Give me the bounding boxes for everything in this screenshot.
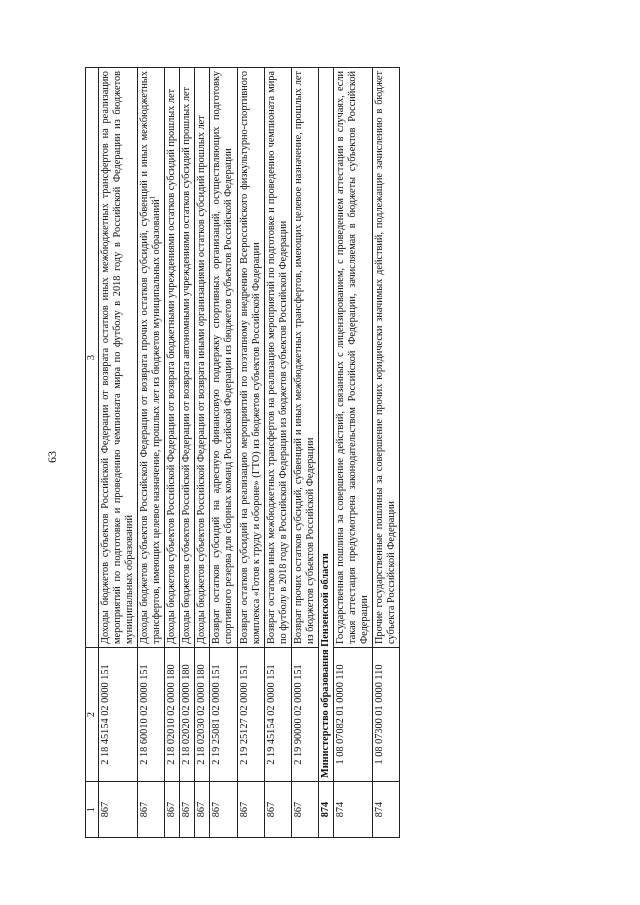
admin-code-cell: 874: [372, 782, 399, 838]
revenue-description-text: Возврат остатков иных межбюджетных трансфертов на реализацию мероприятий по подготовке и проведению чемпионата мира по футболу в 2018 году в Российской Федерации из бюджетов субъектов Российской Федерации: [265, 71, 289, 644]
budget-classification-code-cell: 2 19 90000 02 0000 151: [291, 648, 318, 782]
revenue-description-text: Доходы бюджетов субъектов Российской Федерации от возврата бюджетными учреждениями остатков субсидий прошлых лет: [166, 88, 178, 644]
admin-code-cell: 867: [99, 782, 138, 838]
revenue-description-cell: [264, 68, 291, 648]
rotated-table-container: [85, 68, 563, 838]
admin-code-cell: 867: [138, 782, 165, 838]
revenue-description-cell: [291, 68, 318, 648]
revenue-description-text: Возврат остатков субсидий на реализацию мероприятий по поэтапному внедрению Всероссийского физкультурно-спортивного комплекса «Готов к труду и обороне» (ГТО) из бюджетов субъектов Российской Федерации: [238, 71, 262, 644]
table-row: [99, 68, 138, 838]
revenue-description-cell: [372, 68, 399, 648]
budget-classification-code-cell: 1 08 07300 01 0000 110: [372, 648, 399, 782]
revenue-description-cell: [99, 68, 138, 648]
page-number: 63: [45, 451, 59, 463]
revenue-description-cell: [195, 68, 210, 648]
table-row: [210, 68, 237, 838]
section-header-row: [318, 68, 333, 838]
table-row: [291, 68, 318, 838]
table-row: [333, 68, 372, 838]
admin-code-cell: 867: [264, 782, 291, 838]
admin-code-cell: 867: [237, 782, 264, 838]
header-col-3: 3: [86, 68, 99, 648]
header-col-1: 1: [86, 782, 99, 838]
revenue-description-text: Доходы бюджетов субъектов Российской Федерации от возврата прочих остатков субсидий, субвенций и иных межбюджетных трансфертов, имеющих целевое назначение, прошлых лет из бюджетов муниципальных образований: [139, 71, 163, 644]
budget-classification-code-cell: 2 18 02030 02 0000 180: [195, 648, 210, 782]
admin-code-cell: 874: [318, 782, 333, 838]
budget-classification-code-cell: 2 18 02020 02 0000 180: [180, 648, 195, 782]
revenue-description-text: Возврат прочих остатков субсидий, субвенций и иных межбюджетных трансфертов, имеющих целевое назначение, прошлых лет из бюджетов субъектов Российской Федерации: [292, 71, 316, 644]
budget-classification-code-cell: 2 19 25081 02 0000 151: [210, 648, 237, 782]
table-row: [165, 68, 180, 838]
table-row: [372, 68, 399, 838]
admin-code-cell: 874: [333, 782, 372, 838]
admin-code-cell: 867: [195, 782, 210, 838]
admin-code-cell: 867: [165, 782, 180, 838]
revenue-description-cell: [210, 68, 237, 648]
revenue-description-cell: [138, 68, 165, 648]
revenue-codes-table: [85, 67, 400, 838]
section-title-cell: Министерство образования Пензенской области: [318, 68, 333, 782]
admin-code-cell: 867: [291, 782, 318, 838]
table-row: [264, 68, 291, 838]
revenue-description-cell: [180, 68, 195, 648]
revenue-description-cell: [237, 68, 264, 648]
budget-classification-code-cell: 2 18 45154 02 0000 151: [99, 648, 138, 782]
table-row: [237, 68, 264, 838]
revenue-description-text: Государственная пошлина за совершение действий, связанных с лицензированием, с проведением аттестации в случаях, если такая аттестация предусмотрена законодательством Российской Федерации, зачисляемая в бюджеты субъектов Российской Федерации: [334, 71, 370, 644]
table-row: [180, 68, 195, 838]
budget-classification-code-cell: 1 08 07082 01 0000 110: [333, 648, 372, 782]
budget-classification-code-cell: 2 18 02010 02 0000 180: [165, 648, 180, 782]
table-header-row: [86, 68, 99, 838]
budget-classification-code-cell: 2 18 60010 02 0000 151: [138, 648, 165, 782]
table-row: [138, 68, 165, 838]
revenue-description-text: Доходы бюджетов субъектов Российской Федерации от возврата остатков иных межбюджетных трансфертов на реализацию мероприятий по подготовке и проведению чемпионата мира по футболу в 2018 году в Российской Федерации из бюджетов муниципальных образований: [100, 71, 136, 644]
revenue-description-text: Возврат остатков субсидий на адресную финансовую поддержку спортивных организаций, осуществляющих подготовку спортивного резерва для сборных команд Российской Федерации из бюджетов субъектов Российской Федерации: [211, 71, 235, 644]
revenue-description-text: Доходы бюджетов субъектов Российской Федерации от возврата иными организациями остатков субсидий прошлых лет: [196, 115, 208, 644]
revenue-codes-table-area: [85, 68, 563, 838]
revenue-description-cell: [165, 68, 180, 648]
budget-classification-code-cell: 2 19 25127 02 0000 151: [237, 648, 264, 782]
admin-code-cell: 867: [210, 782, 237, 838]
footnote-marker: 1: [148, 195, 157, 200]
revenue-description-cell: [333, 68, 372, 648]
budget-classification-code-cell: 2 19 45154 02 0000 151: [264, 648, 291, 782]
revenue-description-text: Доходы бюджетов субъектов Российской Федерации от возврата автономными учреждениями остатков субсидий прошлых лет: [181, 86, 193, 644]
admin-code-cell: 867: [180, 782, 195, 838]
header-col-2: 2: [86, 648, 99, 782]
revenue-description-text: Прочие государственные пошлины за совершение прочих юридически значимых действий, подлежащие зачислению в бюджет субъекта Российской Федерации: [373, 71, 398, 644]
table-row: [195, 68, 210, 838]
